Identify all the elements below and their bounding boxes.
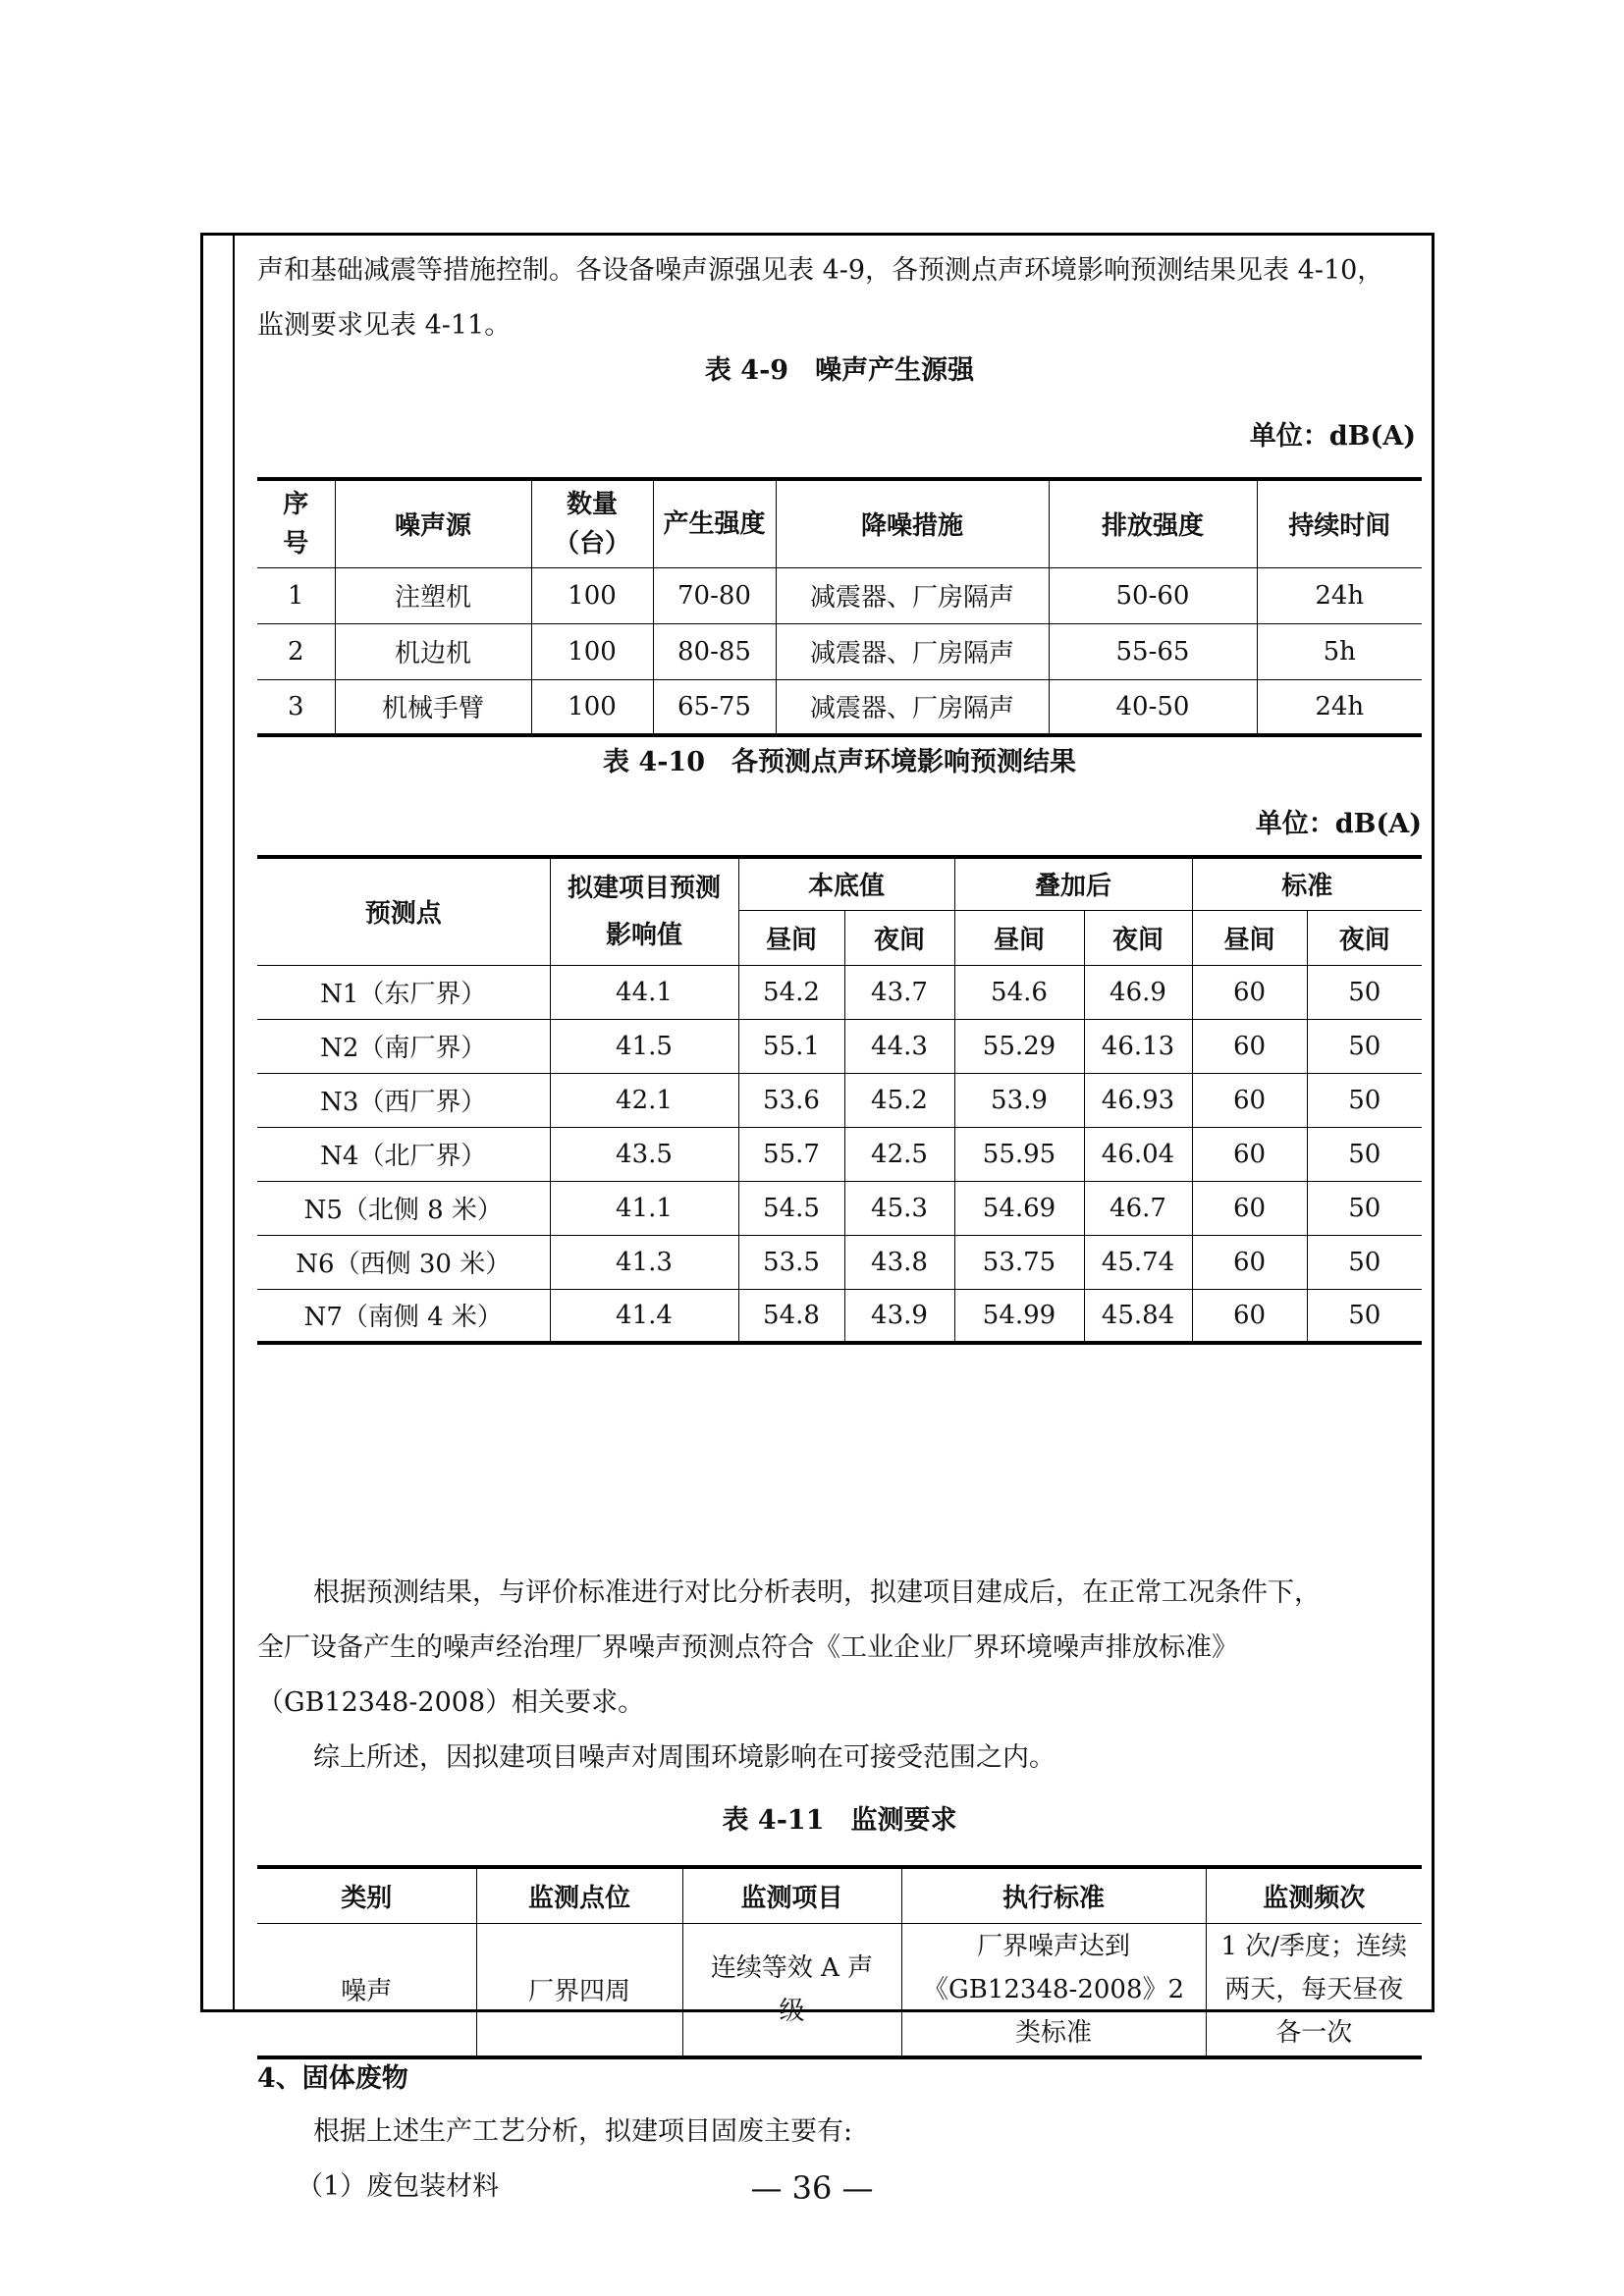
- table-cell: N7（南侧 4 米）: [257, 1289, 550, 1343]
- table-4-10-unit: 单位：dB(A): [1255, 809, 1422, 839]
- table-cell: 50: [1307, 1181, 1422, 1235]
- table-cell: 60: [1192, 1127, 1307, 1181]
- table-cell: [682, 1923, 901, 2057]
- table-cell: 43.8: [844, 1235, 954, 1289]
- table-cell: 43.9: [844, 1289, 954, 1343]
- table-cell: 45.2: [844, 1073, 954, 1127]
- table-cell: 60: [1192, 1235, 1307, 1289]
- table-cell: 53.5: [738, 1235, 844, 1289]
- t410-header-background: 本底值: [738, 857, 954, 910]
- t410-header-combined: 叠加后: [954, 857, 1192, 910]
- table-cell: N2（南厂界）: [257, 1019, 550, 1073]
- table-cell: 54.6: [954, 965, 1084, 1019]
- table-row: [257, 1019, 1422, 1073]
- table-cell: 减震器、厂房隔声: [776, 567, 1049, 623]
- table-cell: 50: [1307, 1073, 1422, 1127]
- t410-header-standard: 标准: [1192, 857, 1422, 910]
- section-4-intro: 根据上述生产工艺分析，拟建项目固废主要有:: [313, 2116, 853, 2147]
- t49-header-duration: 持续时间: [1257, 479, 1422, 567]
- table-4-11: [257, 1865, 1422, 2059]
- table-cell: 44.1: [550, 965, 738, 1019]
- table-cell: 44.3: [844, 1019, 954, 1073]
- conclusion-line-3: （GB12348-2008）相关要求。: [257, 1687, 645, 1718]
- table-row: [257, 679, 1422, 735]
- t411-header-item: 监测项目: [682, 1867, 901, 1923]
- t411-header-standard: 执行标准: [901, 1867, 1206, 1923]
- table-row: [257, 1073, 1422, 1127]
- table-cell: 54.8: [738, 1289, 844, 1343]
- table-cell: 50-60: [1049, 567, 1257, 623]
- table-cell: 46.9: [1084, 965, 1192, 1019]
- table-cell: [901, 1923, 1206, 2057]
- table-cell: 噪声: [257, 1923, 476, 2057]
- table-row: [257, 1235, 1422, 1289]
- intro-line-2: 监测要求见表 4-11。: [257, 310, 512, 341]
- t410-sub-day: 昼间: [738, 910, 844, 965]
- cell-line: 1 次/季度；连续: [1220, 1931, 1408, 1961]
- table-cell: 43.5: [550, 1127, 738, 1181]
- cell-line: 厂界噪声达到: [976, 1931, 1130, 1961]
- table-cell: 70-80: [653, 567, 776, 623]
- t411-header-frequency: 监测频次: [1206, 1867, 1422, 1923]
- table-row: [257, 623, 1422, 679]
- table-cell: 厂界四周: [476, 1923, 682, 2057]
- table-cell: 100: [531, 623, 653, 679]
- table-cell: 45.3: [844, 1181, 954, 1235]
- table-cell: 50: [1307, 1019, 1422, 1073]
- table-cell: 46.7: [1084, 1181, 1192, 1235]
- table-row: [257, 1289, 1422, 1343]
- t410-sub-night: 夜间: [1307, 910, 1422, 965]
- table-row: [257, 1127, 1422, 1181]
- t49-header-qty: 数量（台）: [531, 479, 653, 567]
- table-cell: 55.95: [954, 1127, 1084, 1181]
- table-cell: N6（西侧 30 米）: [257, 1235, 550, 1289]
- cell-line: 《GB12348-2008》2: [922, 1974, 1185, 2004]
- table-cell: 50: [1307, 1127, 1422, 1181]
- table-cell: 60: [1192, 965, 1307, 1019]
- conclusion-line-1: 根据预测结果，与评价标准进行对比分析表明，拟建项目建成后，在正常工况条件下，: [313, 1577, 1321, 1608]
- table-cell: 43.7: [844, 965, 954, 1019]
- intro-line-1: 声和基础减震等措施控制。各设备噪声源强见表 4-9，各预测点声环境影响预测结果见表 4-10，: [257, 255, 1384, 286]
- table-cell: 50: [1307, 965, 1422, 1019]
- table-cell: 54.5: [738, 1181, 844, 1235]
- table-4-9-unit: 单位：dB(A): [1249, 421, 1416, 452]
- table-cell: 45.84: [1084, 1289, 1192, 1343]
- cell-line: 类标准: [1014, 2017, 1092, 2048]
- section-4-heading: 4、固体废物: [257, 2063, 408, 2094]
- table-cell: 42.1: [550, 1073, 738, 1127]
- t410-sub-night: 夜间: [844, 910, 954, 965]
- table-cell: 53.6: [738, 1073, 844, 1127]
- table-cell: 100: [531, 567, 653, 623]
- table-cell: 24h: [1257, 679, 1422, 735]
- table-cell: 41.5: [550, 1019, 738, 1073]
- table-cell: 65-75: [653, 679, 776, 735]
- table-cell: 54.2: [738, 965, 844, 1019]
- t410-sub-day: 昼间: [954, 910, 1084, 965]
- table-cell: 45.74: [1084, 1235, 1192, 1289]
- cell-line: 两天，每天昼夜: [1224, 1974, 1404, 2004]
- t410-header-point: 预测点: [257, 857, 550, 965]
- t411-header-location: 监测点位: [476, 1867, 682, 1923]
- table-row: [257, 567, 1422, 623]
- table-4-11-caption: 表 4-11 监测要求: [722, 1805, 957, 1836]
- page-number: — 36 —: [750, 2169, 874, 2207]
- cell-line: 级: [779, 1996, 805, 2026]
- table-4-9: [257, 477, 1422, 737]
- table-cell: 42.5: [844, 1127, 954, 1181]
- t49-header-emission: 排放强度: [1049, 479, 1257, 567]
- table-cell: 46.93: [1084, 1073, 1192, 1127]
- table-row: [257, 965, 1422, 1019]
- t410-sub-night: 夜间: [1084, 910, 1192, 965]
- table-4-9-caption: 表 4-9 噪声产生源强: [704, 355, 975, 386]
- page-content: [257, 236, 1422, 2202]
- table-cell: 46.13: [1084, 1019, 1192, 1073]
- table-cell: 41.4: [550, 1289, 738, 1343]
- table-cell: 1: [257, 567, 335, 623]
- table-row: [257, 1181, 1422, 1235]
- t49-header-measures: 降噪措施: [776, 479, 1049, 567]
- table-cell: 50: [1307, 1235, 1422, 1289]
- table-cell: [1206, 1923, 1422, 2057]
- table-cell: 53.9: [954, 1073, 1084, 1127]
- t49-header-source: 噪声源: [335, 479, 531, 567]
- table-cell: 机边机: [335, 623, 531, 679]
- table-cell: 60: [1192, 1289, 1307, 1343]
- table-cell: 5h: [1257, 623, 1422, 679]
- table-cell: 50: [1307, 1289, 1422, 1343]
- table-cell: 机械手臂: [335, 679, 531, 735]
- t49-header-intensity: 产生强度: [653, 479, 776, 567]
- table-cell: 24h: [1257, 567, 1422, 623]
- table-cell: 55.7: [738, 1127, 844, 1181]
- t49-header-seq: 序号: [257, 479, 335, 567]
- table-4-10-caption: 表 4-10 各预测点声环境影响预测结果: [603, 747, 1076, 777]
- report-frame: [200, 233, 1435, 2202]
- cell-line: 各一次: [1275, 2017, 1353, 2048]
- table-cell: 3: [257, 679, 335, 735]
- table-cell: 减震器、厂房隔声: [776, 623, 1049, 679]
- table-cell: 2: [257, 623, 335, 679]
- table-cell: 80-85: [653, 623, 776, 679]
- summary-line: 综上所述，因拟建项目噪声对周围环境影响在可接受范围之内。: [313, 1742, 1056, 1773]
- table-cell: 41.3: [550, 1235, 738, 1289]
- table-cell: 减震器、厂房隔声: [776, 679, 1049, 735]
- table-cell: 60: [1192, 1181, 1307, 1235]
- table-cell: 53.75: [954, 1235, 1084, 1289]
- table-cell: 54.99: [954, 1289, 1084, 1343]
- t410-header-predicted: 拟建项目预测影响值: [550, 857, 738, 965]
- table-cell: N5（北侧 8 米）: [257, 1181, 550, 1235]
- table-cell: 41.1: [550, 1181, 738, 1235]
- table-cell: 55.1: [738, 1019, 844, 1073]
- table-cell: 55.29: [954, 1019, 1084, 1073]
- left-margin-rule: [233, 236, 235, 2009]
- t411-header-category: 类别: [257, 1867, 476, 1923]
- t410-sub-day: 昼间: [1192, 910, 1307, 965]
- table-row: [257, 1923, 1422, 2057]
- table-cell: 60: [1192, 1019, 1307, 1073]
- table-cell: 46.04: [1084, 1127, 1192, 1181]
- table-cell: N3（西厂界）: [257, 1073, 550, 1127]
- table-cell: 40-50: [1049, 679, 1257, 735]
- section-4-item-1: （1）废包装材料: [297, 2171, 500, 2202]
- table-cell: 55-65: [1049, 623, 1257, 679]
- table-cell: N4（北厂界）: [257, 1127, 550, 1181]
- conclusion-paragraph: [257, 1566, 1422, 1786]
- conclusion-line-2: 全厂设备产生的噪声经治理厂界噪声预测点符合《工业企业厂界环境噪声排放标准》: [257, 1632, 1238, 1663]
- table-cell: 60: [1192, 1073, 1307, 1127]
- table-4-10: [257, 855, 1422, 1345]
- table-cell: 54.69: [954, 1181, 1084, 1235]
- cell-line: 连续等效 A 声: [710, 1952, 874, 1983]
- table-cell: 注塑机: [335, 567, 531, 623]
- table-cell: N1（东厂界）: [257, 965, 550, 1019]
- table-cell: 100: [531, 679, 653, 735]
